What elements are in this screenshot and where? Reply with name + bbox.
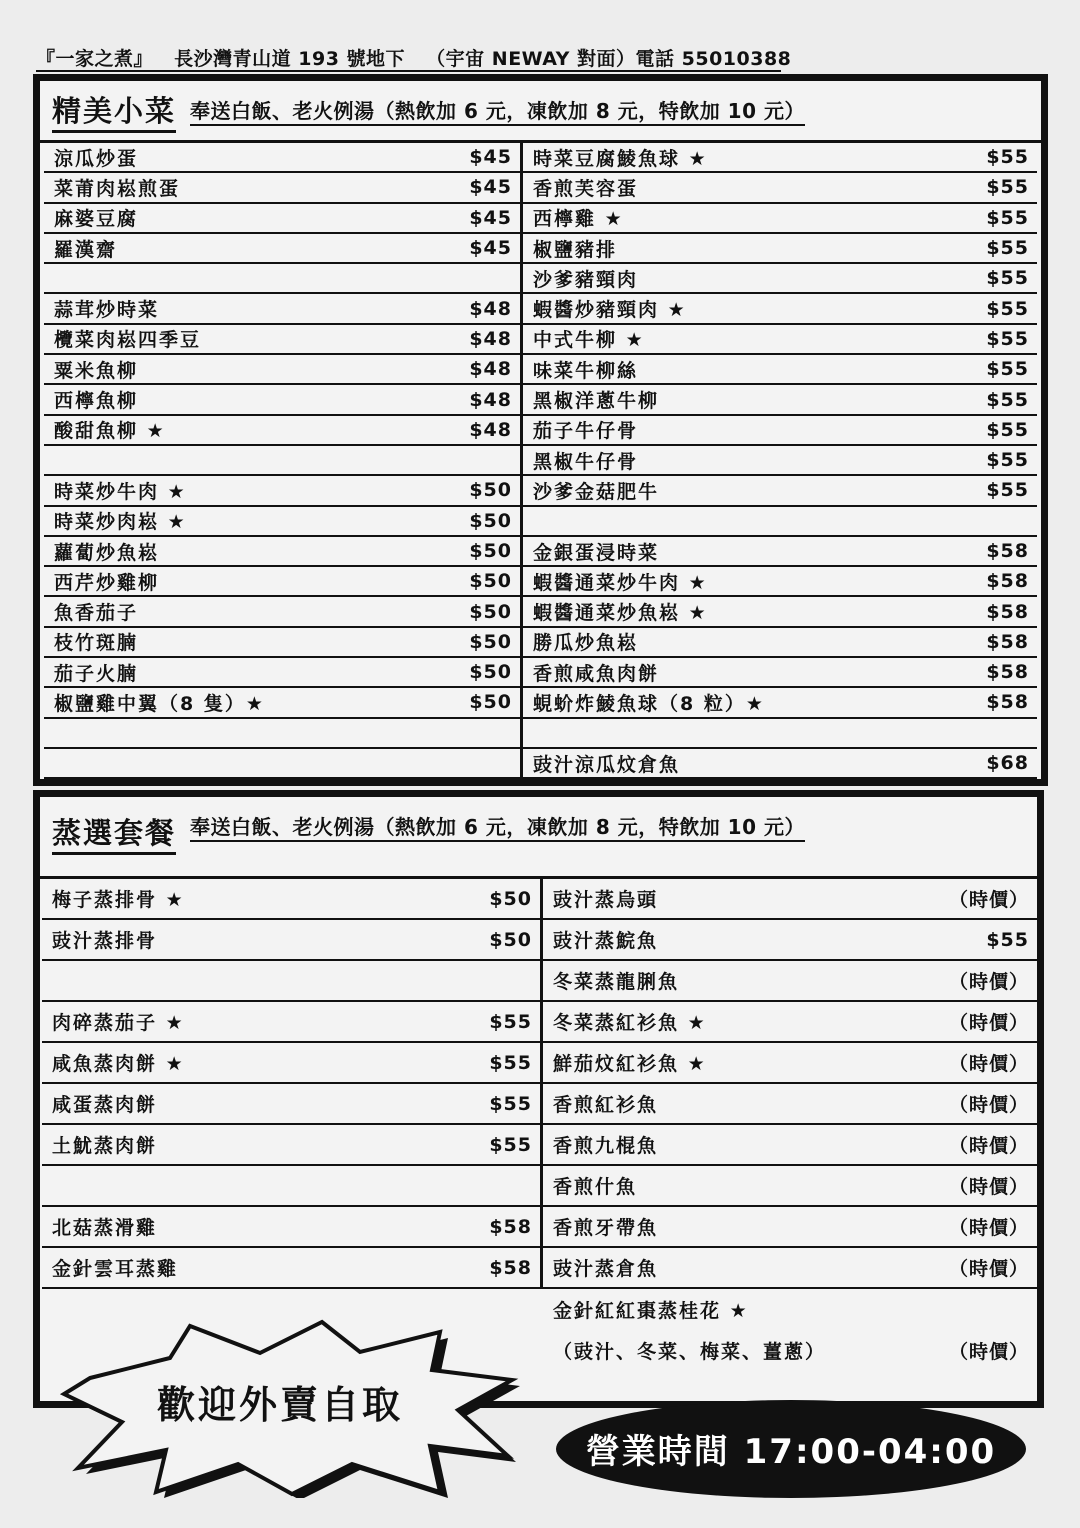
menu-item-name: 酸甜魚柳 ★ — [54, 420, 166, 443]
menu-item — [523, 204, 1037, 234]
menu-item — [523, 688, 1037, 718]
menu-item-name: 咸蛋蒸肉餅 — [52, 1094, 158, 1116]
menu-item — [44, 567, 520, 597]
menu-item-name: 時菜炒肉崧 ★ — [54, 511, 187, 534]
menu-item-price: $55 — [986, 418, 1029, 441]
menu-item-price: $58 — [986, 540, 1029, 562]
menu-item-price: $55 — [986, 358, 1029, 381]
menu-item-name: 中式牛柳 ★ — [533, 329, 645, 352]
section-subtitle: 奉送白飯、老火例湯（熱飲加 6 元，凍飲加 8 元，特飲加 10 元） — [190, 811, 805, 842]
menu-blank-row — [523, 719, 1037, 749]
menu-item-price: $55 — [986, 237, 1029, 260]
menu-item — [42, 1002, 540, 1043]
menu-item-name: 茄子火腩 — [54, 662, 139, 685]
menu-item-name: 黑椒牛仔骨 — [533, 450, 639, 473]
menu-item-name: 鮮茄炆紅衫魚 ★ — [553, 1053, 707, 1075]
menu-item — [523, 234, 1037, 264]
menu-item-name: 香煎芙容蛋 — [533, 177, 639, 200]
menu-item — [523, 143, 1037, 173]
menu-item-price: $50 — [469, 509, 512, 532]
menu-item-price: $50 — [469, 630, 512, 653]
menu-item-price: $55 — [489, 1010, 532, 1033]
header-info — [36, 44, 792, 72]
menu-item-price: $48 — [469, 358, 512, 381]
menu-item-price: $55 — [986, 297, 1029, 320]
menu-item — [543, 1043, 1037, 1084]
menu-item — [44, 628, 520, 658]
menu-item-price: （時價） — [948, 1135, 1029, 1157]
menu-item-price: $48 — [469, 297, 512, 320]
menu-item-price: $50 — [489, 928, 532, 951]
menu-item-name: 麻婆豆腐 — [54, 208, 139, 231]
menu-item-price: $58 — [986, 630, 1029, 653]
menu-item-name: 時菜豆腐鯪魚球 ★ — [533, 147, 708, 170]
menu-item-name: 豉汁涼瓜炆倉魚 — [533, 753, 681, 776]
menu-blank-row — [44, 719, 520, 749]
menu-item-name: 菜莆肉崧煎蛋 — [54, 177, 181, 200]
menu-item — [543, 1125, 1037, 1166]
menu-item-price: $55 — [986, 449, 1029, 472]
menu-item-price: （時價） — [948, 971, 1029, 993]
menu-item-price: $45 — [469, 176, 512, 199]
menu-item — [543, 1248, 1037, 1289]
menu-item-price: （時價） — [948, 889, 1029, 911]
menu-item-name: 蝦醬炒豬頸肉 ★ — [533, 299, 687, 322]
small-dishes-section — [33, 74, 1048, 786]
menu-item-price: （時價） — [948, 1217, 1029, 1239]
menu-item — [523, 264, 1037, 294]
section-title: 蒸選套餐 — [52, 811, 176, 855]
menu-item — [523, 537, 1037, 567]
menu-item-price: $50 — [489, 887, 532, 910]
menu-item — [42, 879, 540, 920]
menu-item-name: 香煎牙帶魚 — [553, 1217, 659, 1239]
menu-item-price: $58 — [986, 661, 1029, 684]
menu-item — [523, 446, 1037, 476]
menu-item — [523, 567, 1037, 597]
restaurant-name: 『一家之煮』 — [36, 48, 154, 70]
menu-item — [42, 1043, 540, 1084]
menu-item — [543, 1002, 1037, 1043]
menu-item-name: 枝竹斑腩 — [54, 632, 139, 655]
menu-item — [42, 1084, 540, 1125]
menu-column-right — [523, 143, 1037, 779]
menu-item-price: $55 — [986, 388, 1029, 411]
menu-item-name: 豉汁蒸排骨 — [52, 930, 158, 952]
menu-blank-row — [523, 507, 1037, 537]
menu-item — [44, 658, 520, 688]
menu-item-price: （時價） — [948, 1053, 1029, 1075]
opening-hours-badge — [556, 1400, 1026, 1498]
menu-item-name: 豉汁蒸鯇魚 — [553, 930, 659, 952]
menu-item — [523, 749, 1037, 779]
menu-blank-row — [42, 1166, 540, 1207]
menu-blank-row — [44, 264, 520, 294]
menu-item-price: $55 — [986, 206, 1029, 229]
menu-item — [523, 476, 1037, 506]
menu-item-price: $58 — [986, 691, 1029, 714]
menu-item-price: $68 — [986, 752, 1029, 775]
menu-item-name: 梅子蒸排骨 ★ — [52, 889, 185, 911]
menu-column-left — [42, 879, 543, 1289]
menu-item — [523, 385, 1037, 415]
section-title: 精美小菜 — [52, 89, 176, 133]
menu-item-name: 涼瓜炒蛋 — [54, 147, 139, 170]
menu-item — [44, 537, 520, 567]
menu-item — [44, 325, 520, 355]
menu-item-name: 味菜牛柳絲 — [533, 359, 639, 382]
menu-item — [42, 1207, 540, 1248]
menu-item-name: 北菇蒸滑雞 — [52, 1217, 158, 1239]
menu-item-price: $55 — [986, 479, 1029, 502]
menu-item-price: $50 — [469, 691, 512, 714]
menu-item-name: 咸魚蒸肉餅 ★ — [52, 1053, 185, 1075]
menu-item-price: $48 — [469, 327, 512, 350]
menu-item — [44, 688, 520, 718]
menu-item — [44, 597, 520, 627]
menu-item-name: 沙爹金菇肥牛 — [533, 480, 660, 503]
menu-item-price: $58 — [489, 1256, 532, 1279]
menu-item — [44, 234, 520, 264]
menu-item-price: $55 — [489, 1051, 532, 1074]
menu-item-price: $50 — [469, 570, 512, 593]
menu-item-name: 茄子牛仔骨 — [533, 420, 639, 443]
menu-item — [523, 355, 1037, 385]
takeaway-burst — [60, 1318, 520, 1498]
steamed-set-section — [33, 790, 1044, 1408]
menu-item — [44, 355, 520, 385]
menu-item-name: 冬菜蒸龍脷魚 — [553, 971, 680, 993]
menu-item-price: $58 — [986, 600, 1029, 623]
menu-item — [523, 597, 1037, 627]
menu-item — [523, 173, 1037, 203]
menu-item-name: 西檸雞 ★ — [533, 208, 624, 231]
menu-item — [44, 204, 520, 234]
menu-item-price: （時價） — [948, 1176, 1029, 1198]
menu-item-name: 蘿蔔炒魚崧 — [54, 541, 160, 564]
menu-item-price: $45 — [469, 146, 512, 169]
menu-item-name: 蝦醬通菜炒牛肉 ★ — [533, 571, 708, 594]
menu-blank-row — [44, 446, 520, 476]
menu-item-options: （豉汁、冬菜、梅菜、薑蔥） — [553, 1341, 827, 1363]
menu-item-name: 香煎九棍魚 — [553, 1135, 659, 1157]
menu-item-name: 蝦醬通菜炒魚崧 ★ — [533, 602, 708, 625]
menu-item-price: $55 — [986, 146, 1029, 169]
menu-item-name: 西檸魚柳 — [54, 390, 139, 413]
menu-item-name: 粟米魚柳 — [54, 359, 139, 382]
menu-item-name: 香煎什魚 — [553, 1176, 638, 1198]
menu-item — [543, 879, 1037, 920]
menu-column-left — [44, 143, 523, 779]
menu-item-name: 椒鹽雞中翼（8 隻）★ — [54, 692, 265, 715]
menu-item-name: 金針紅紅棗蒸桂花 ★ — [553, 1300, 749, 1322]
menu-item-price: $50 — [469, 479, 512, 502]
menu-item — [543, 1084, 1037, 1125]
menu-item — [543, 961, 1037, 1002]
menu-item-name: 香煎紅衫魚 — [553, 1094, 659, 1116]
opening-hours: 營業時間 17:00-04:00 — [585, 1432, 997, 1472]
menu-item-name: 沙爹豬頸肉 — [533, 268, 639, 291]
menu-item-price: $55 — [986, 267, 1029, 290]
menu-item — [543, 920, 1037, 961]
menu-item-price: （時價） — [948, 1094, 1029, 1116]
menu-item-name: 黑椒洋蔥牛柳 — [533, 390, 660, 413]
menu-item — [44, 476, 520, 506]
menu-item — [44, 507, 520, 537]
menu-item-price: $55 — [986, 327, 1029, 350]
menu-item-price: $58 — [489, 1215, 532, 1238]
menu-item-name: 土魷蒸肉餅 — [52, 1135, 158, 1157]
menu-item-price: $50 — [469, 600, 512, 623]
menu-item-name: 椒鹽豬排 — [533, 238, 618, 261]
menu-item-name: 欖菜肉崧四季豆 — [54, 329, 202, 352]
menu-item-price: $50 — [469, 540, 512, 562]
menu-item — [44, 416, 520, 446]
menu-item-price: $55 — [489, 1133, 532, 1156]
menu-item — [44, 294, 520, 324]
menu-item-name: 勝瓜炒魚崧 — [533, 632, 639, 655]
menu-item — [44, 385, 520, 415]
menu-item-price: $45 — [469, 206, 512, 229]
menu-item — [42, 920, 540, 961]
menu-item-price: $55 — [489, 1092, 532, 1115]
menu-item-name: 蒜茸炒時菜 — [54, 299, 160, 322]
menu-item-price: $50 — [469, 661, 512, 684]
menu-item-name: 魚香茄子 — [54, 602, 139, 625]
menu-item-price: （時價） — [948, 1341, 1029, 1363]
menu-item-name: 肉碎蒸茄子 ★ — [52, 1012, 185, 1034]
menu-column-right — [543, 879, 1037, 1371]
section-header — [40, 81, 1041, 143]
menu-item — [543, 1166, 1037, 1207]
menu-item-name: 時菜炒牛肉 ★ — [54, 480, 187, 503]
menu-item-special — [543, 1289, 1037, 1371]
menu-item-name: 冬菜蒸紅衫魚 ★ — [553, 1012, 707, 1034]
menu-item-price: （時價） — [948, 1012, 1029, 1034]
menu-item-price: $55 — [986, 176, 1029, 199]
menu-item — [523, 658, 1037, 688]
restaurant-address: 長沙灣青山道 193 號地下 — [174, 48, 406, 70]
menu-item-price: $45 — [469, 237, 512, 260]
menu-item — [543, 1207, 1037, 1248]
menu-blank-row — [42, 961, 540, 1002]
restaurant-landmark-phone: （宇宙 NEWAY 對面）電話 55010388 — [426, 48, 792, 70]
menu-item-name: 金針雲耳蒸雞 — [52, 1258, 179, 1280]
menu-item-name: 金銀蛋浸時菜 — [533, 541, 660, 564]
menu-item-name: 羅漢齋 — [54, 238, 118, 261]
section-subtitle: 奉送白飯、老火例湯（熱飲加 6 元，凍飲加 8 元，特飲加 10 元） — [190, 95, 805, 126]
menu-item-price: （時價） — [948, 1258, 1029, 1280]
menu-item — [42, 1125, 540, 1166]
menu-item-name: 蜆蚧炸鯪魚球（8 粒）★ — [533, 692, 765, 715]
menu-item-name: 西芹炒雞柳 — [54, 571, 160, 594]
menu-item — [523, 294, 1037, 324]
menu-item — [523, 628, 1037, 658]
menu-item-price: $55 — [986, 928, 1029, 951]
menu-item-price: $48 — [469, 388, 512, 411]
menu-item — [523, 325, 1037, 355]
menu-item — [523, 416, 1037, 446]
section-header — [40, 797, 1037, 879]
menu-item-name: 香煎咸魚肉餅 — [533, 662, 660, 685]
menu-item-name: 豉汁蒸烏頭 — [553, 889, 659, 911]
takeaway-text: 歡迎外賣自取 — [156, 1383, 404, 1427]
menu-blank-row — [44, 749, 520, 779]
menu-item-price: $48 — [469, 418, 512, 441]
menu-item — [42, 1248, 540, 1289]
menu-item — [44, 143, 520, 173]
menu-item-name: 豉汁蒸倉魚 — [553, 1258, 659, 1280]
menu-item — [44, 173, 520, 203]
menu-item-price: $58 — [986, 570, 1029, 593]
